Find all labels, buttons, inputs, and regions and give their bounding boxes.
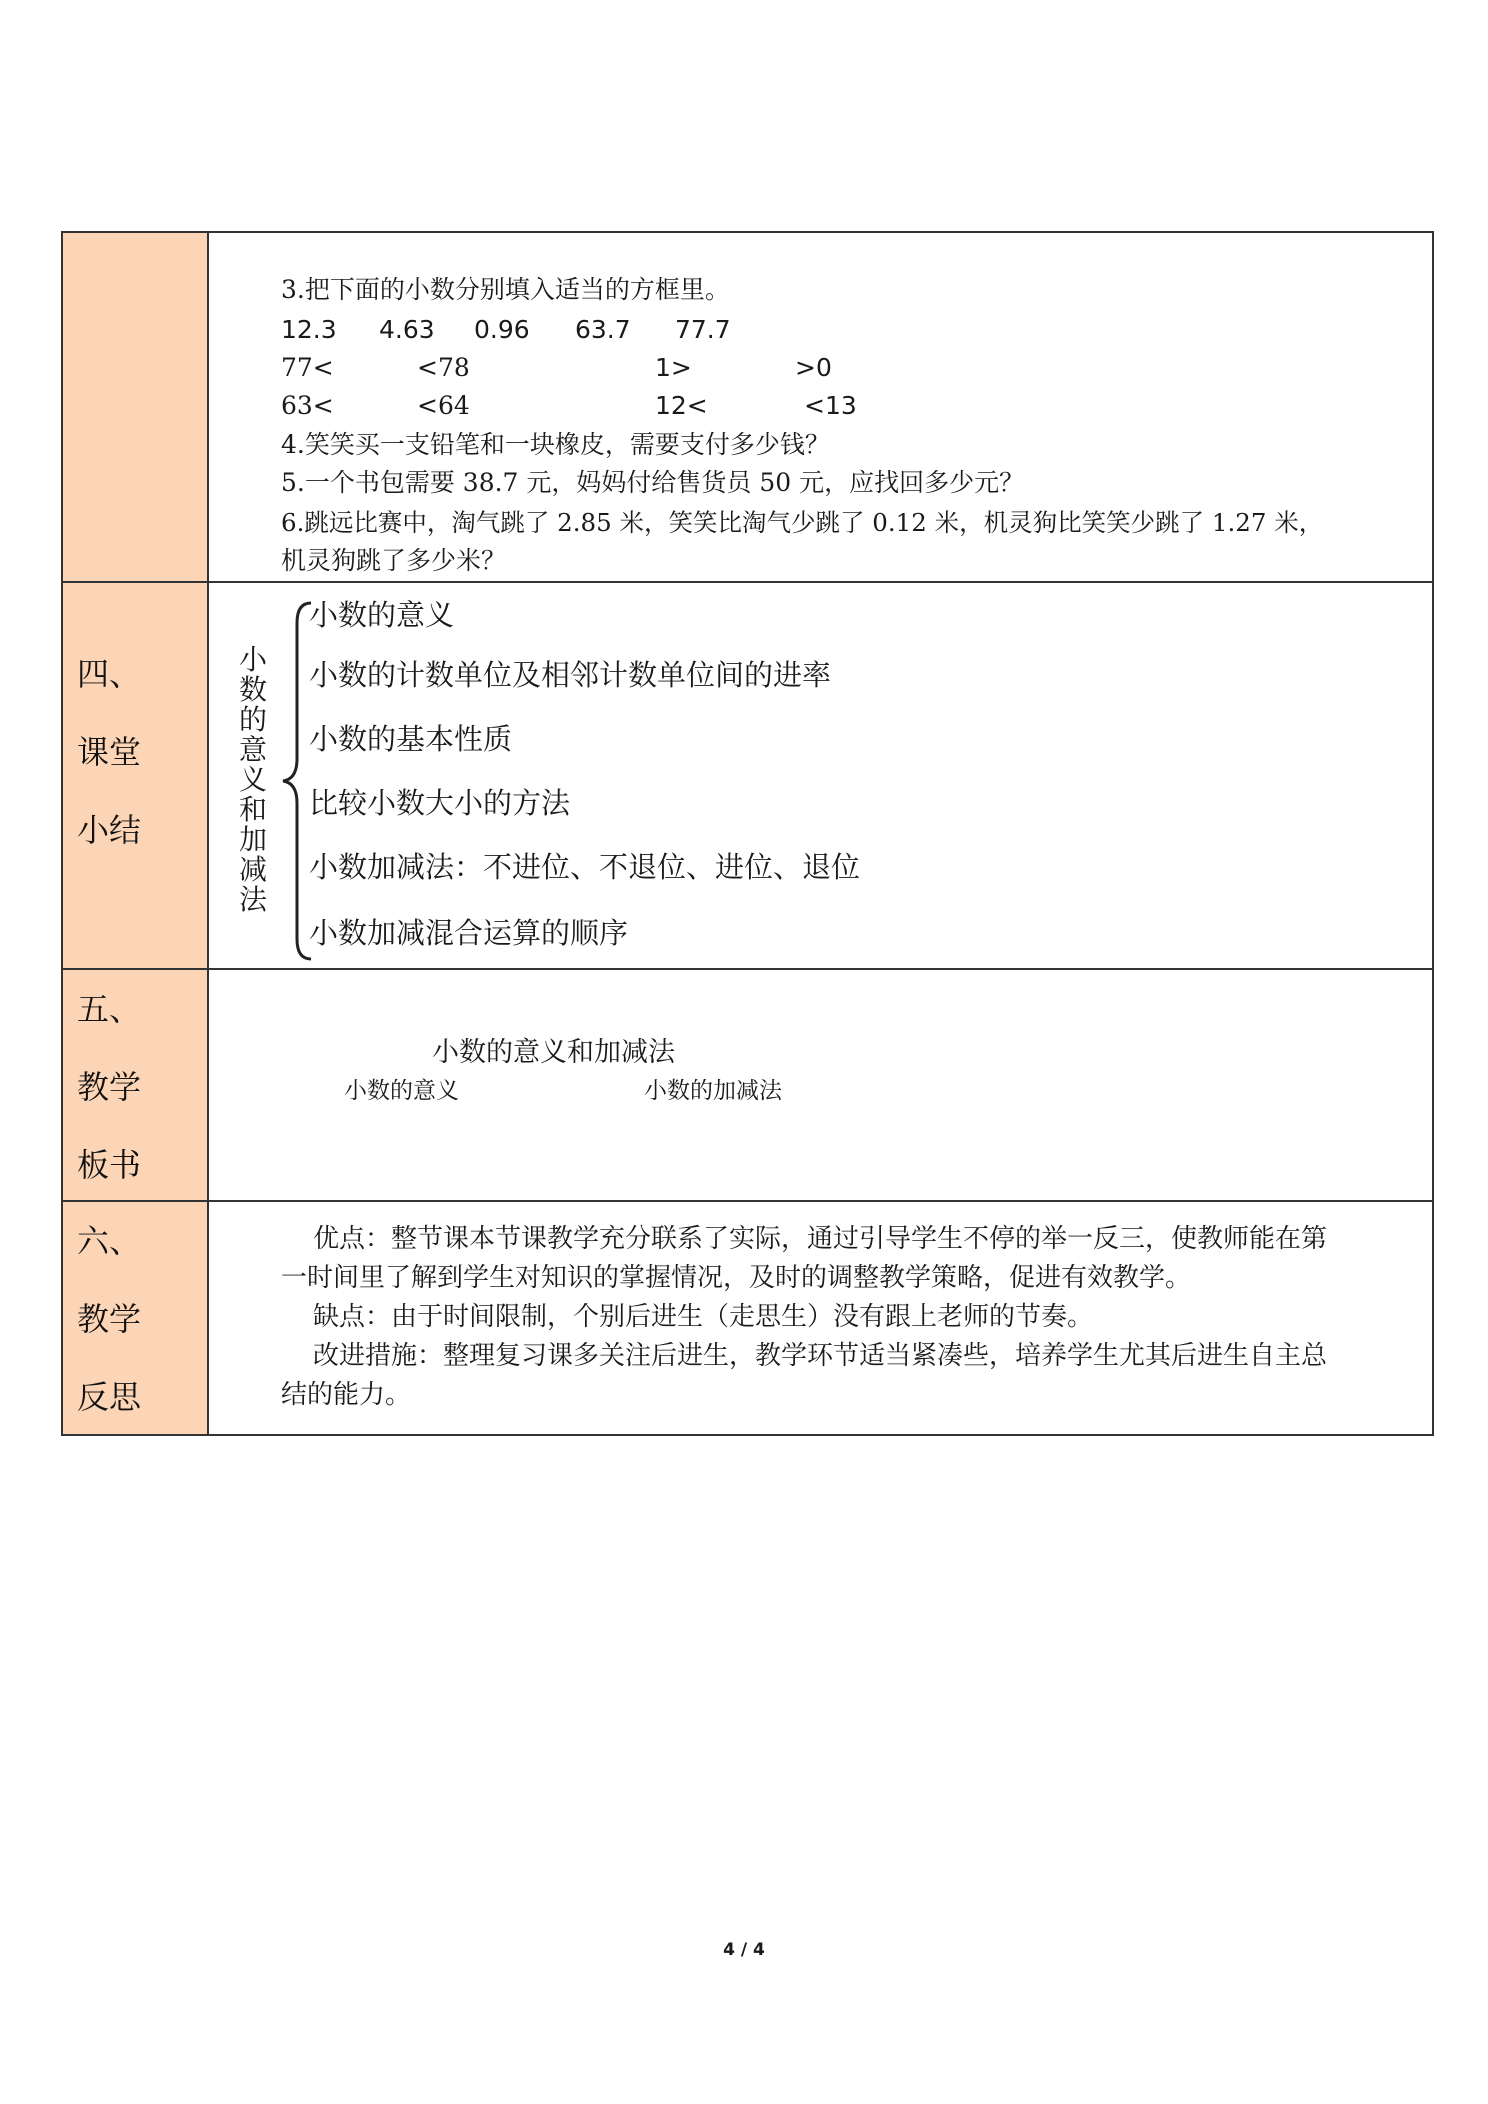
summary-row	[61, 581, 1434, 970]
page-number: 4 / 4	[723, 1940, 765, 1960]
reflection-line-1: 优点：整节课本节课教学充分联系了实际，通过引导学生不停的举一反三，使教师能在第	[313, 1224, 1328, 1254]
question-6-line-1: 6.跳远比赛中，淘气跳了 2.85 米，笑笑比淘气少跳了 0.12 米，机灵狗比笑笑少跳了 1.27 米，	[281, 508, 1324, 537]
inequality-c-left: 63<	[281, 391, 334, 420]
board-left-topic: 小数的意义	[344, 1078, 459, 1104]
number-3: 0.96	[474, 315, 530, 344]
inequality-b-left: 1>	[655, 353, 692, 382]
reflection-line-2: 一时间里了解到学生对知识的掌握情况，及时的调整教学策略，促进有效教学。	[281, 1263, 1192, 1293]
board-title: 小数的意义和加减法	[432, 1037, 675, 1068]
number-4: 63.7	[575, 315, 631, 344]
reflection-row	[61, 1200, 1434, 1436]
reflection-line-5: 结的能力。	[281, 1380, 412, 1410]
number-5: 77.7	[675, 315, 731, 344]
exercise-row-body	[209, 233, 1432, 581]
summary-row-header	[63, 583, 209, 968]
inequality-c-right: <64	[417, 391, 470, 420]
exercise-row	[61, 231, 1434, 583]
number-2: 4.63	[379, 315, 435, 344]
number-1: 12.3	[281, 315, 337, 344]
inequality-a-left: 77<	[281, 353, 334, 382]
summary-topic-vertical: 小 数 的 意 义 和 加 减 法	[238, 643, 267, 916]
summary-item-2: 小数的计数单位及相邻计数单位间的进率	[309, 658, 832, 692]
reflection-line-4: 改进措施：整理复习课多关注后进生，教学环节适当紧凑些，培养学生尤其后进生自主总	[313, 1341, 1328, 1371]
reflection-row-body	[209, 1202, 1432, 1434]
reflection-line-3: 缺点：由于时间限制，个别后进生（走思生）没有跟上老师的节奏。	[313, 1302, 1094, 1332]
summary-row-body	[209, 583, 1432, 968]
exercise-row-header	[63, 233, 209, 581]
inequality-d-right: <13	[804, 391, 857, 420]
board-row	[61, 968, 1434, 1202]
summary-item-1: 小数的意义	[309, 598, 455, 632]
summary-item-5: 小数加减法：不进位、不退位、进位、退位	[309, 850, 861, 884]
board-right-topic: 小数的加减法	[644, 1078, 782, 1104]
question-6-line-2: 机灵狗跳了多少米？	[281, 546, 507, 575]
summary-item-4: 比较小数大小的方法	[309, 786, 571, 820]
question-4: 4.笑笑买一支铅笔和一块橡皮，需要支付多少钱？	[281, 430, 830, 459]
summary-item-6: 小数加减混合运算的顺序	[309, 916, 629, 950]
inequality-b-right: >0	[795, 353, 832, 382]
question-3-title: 3.把下面的小数分别填入适当的方框里。	[281, 275, 730, 304]
summary-row-title: 四、 课堂 小结	[77, 655, 142, 849]
reflection-row-title: 六、 教学 反思	[77, 1222, 142, 1416]
board-row-title: 五、 教学 板书	[77, 990, 142, 1184]
inequality-a-right: <78	[417, 353, 470, 382]
board-row-header	[63, 970, 209, 1200]
reflection-row-header	[63, 1202, 209, 1434]
inequality-d-left: 12<	[655, 391, 708, 420]
board-row-body	[209, 970, 1432, 1200]
summary-item-3: 小数的基本性质	[309, 722, 513, 756]
question-5: 5.一个书包需要 38.7 元，妈妈付给售货员 50 元，应找回多少元？	[281, 468, 1025, 497]
